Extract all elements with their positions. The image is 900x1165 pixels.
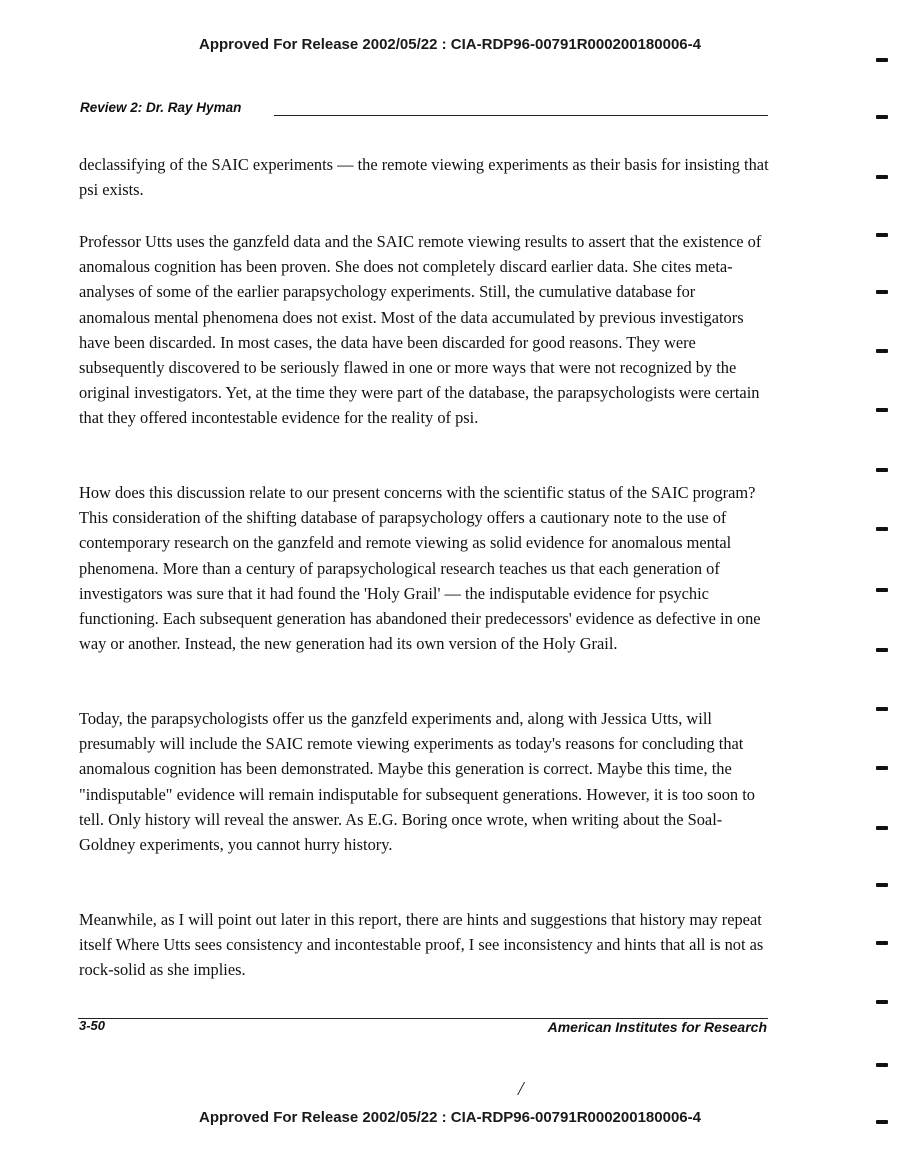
scan-tick-mark: [876, 588, 888, 592]
paragraph-5: Meanwhile, as I will point out later in this report, there are hints and suggestions that history may repeat itself Where Utts sees consistency and incontestable proof, I see inconsistency and hints that all is not as rock-solid as she implies.: [79, 910, 764, 980]
running-header: Review 2: Dr. Ray Hyman: [80, 100, 242, 115]
scan-tick-mark: [876, 408, 888, 412]
scan-tick-mark: [876, 1000, 888, 1004]
scan-tick-mark: [876, 115, 888, 119]
release-stamp-bottom: Approved For Release 2002/05/22 : CIA-RDP96-00791R000200180006-4: [199, 1109, 701, 1126]
organization-name: American Institutes for Research: [547, 1019, 767, 1035]
paragraph-4: Today, the parapsychologists offer us the ganzfeld experiments and, along with Jessica Utts, will presumably will include the SAIC remote viewing experiments as today's reasons for concluding that anomalous cognition has been demonstrated. Maybe this generation is correct. Maybe this time, the "indisputable" evidence will remain indisputable for subsequent generations. However, it is too soon to tell. Only history will reveal the answer. As E.G. Boring once wrote, when writing about the Soal-Goldney experiments, you cannot hurry history.: [79, 709, 755, 855]
scan-tick-mark: [876, 349, 888, 353]
scan-tick-mark: [876, 648, 888, 652]
scan-tick-mark: [876, 766, 888, 770]
scan-tick-mark: [876, 233, 888, 237]
paragraph-3: How does this discussion relate to our present concerns with the scientific status of the SAIC program? This consideration of the shifting database of parapsychology offers a cautionary note to the use of contemporary research on the ganzfeld and remote viewing as solid evidence for anomalous mental phenomena. More than a century of parapsychological research teaches us that each generation of investigators was sure that it had found the 'Holy Grail' — the indisputable evidence for psychic functioning. Each subsequent generation has abandoned their predecessors' evidence as defective in one way or another. Instead, the new generation had its own version of the Holy Grail.: [79, 483, 761, 654]
scan-tick-mark: [876, 468, 888, 472]
release-stamp-top: Approved For Release 2002/05/22 : CIA-RDP96-00791R000200180006-4: [199, 36, 701, 53]
paragraph-2: Professor Utts uses the ganzfeld data and the SAIC remote viewing results to assert that the existence of anomalous cognition has been proven. She does not completely discard earlier data. She cites meta-analyses of some of the earlier parapsychology experiments. Still, the cumulative database for anomalous mental phenomena does not exist. Most of the data accumulated by previous investigators have been discarded. In most cases, the data have been discarded for good reasons. They were subsequently discovered to be seriously flawed in one or more ways that were not recognized by the original investigators. Yet, at the time they were part of the database, the parapsychologists were certain that they offered incontestable evidence for the reality of psi.: [79, 232, 762, 428]
scan-tick-mark: [876, 1120, 888, 1124]
scan-tick-mark: [876, 175, 888, 179]
scan-tick-mark: [876, 883, 888, 887]
scan-tick-mark: [876, 1063, 888, 1067]
scan-tick-mark: [876, 941, 888, 945]
scan-tick-mark: [876, 58, 888, 62]
scan-tick-mark: [876, 527, 888, 531]
header-rule: [274, 115, 768, 116]
paragraph-1: declassifying of the SAIC experiments — the remote viewing experiments as their basis for insisting that psi exists.: [79, 155, 769, 200]
scan-tick-mark: [876, 826, 888, 830]
scan-tick-mark: [876, 707, 888, 711]
page-number: 3-50: [79, 1018, 106, 1033]
scan-tick-mark: [876, 290, 888, 294]
handwritten-mark: /: [518, 1078, 524, 1100]
